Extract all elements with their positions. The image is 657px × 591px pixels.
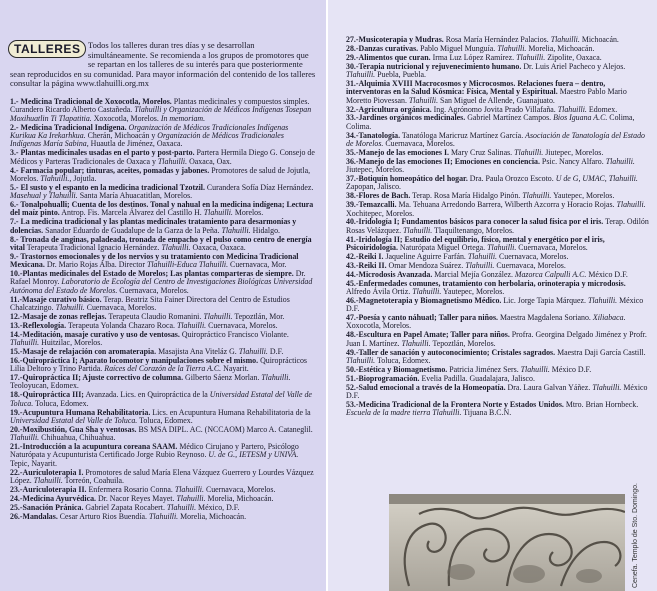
workshop-text: Terap. Odilón Rosas Velázquez. xyxy=(346,217,649,235)
workshop-org: Tlahuilli. xyxy=(176,320,207,330)
workshop-org: Tlahuilli. xyxy=(346,70,376,79)
workshop-item xyxy=(10,296,316,313)
workshop-text: , Jojutla. xyxy=(69,173,97,183)
workshop-text: México D.F. xyxy=(586,269,628,279)
workshop-text: Lic. Jorge Tapia Márquez. xyxy=(501,295,588,305)
workshop-title: 53.-Medicina Tradicional de la Frontera Norte y Estados Unidos. xyxy=(346,399,564,409)
workshop-text: Morelia, Michoacán. xyxy=(178,511,247,521)
workshop-title: 32.-Agricultura orgánica. xyxy=(346,104,432,114)
workshop-item xyxy=(346,175,651,192)
workshop-title: 29.-Alimentos que curan. xyxy=(346,52,431,62)
workshop-title: 26.-Mandalas. xyxy=(10,511,58,521)
workshop-item xyxy=(346,297,651,314)
workshop-title: 34.-Tanatología. xyxy=(346,130,401,140)
workshop-org: Xiliabaca. xyxy=(592,313,626,322)
workshop-text: Sanador Eduardo de Guadalupe de la Garza de la Peña. xyxy=(43,225,222,235)
workshop-text: Tepoztlán, Mor. xyxy=(232,311,285,321)
workshop-text: Toluca, Edomex. xyxy=(375,355,431,365)
workshop-org: Tlahuilli. xyxy=(346,355,376,365)
workshop-text: Terapeuta Claudio Romanini. xyxy=(106,311,204,321)
workshop-item xyxy=(346,349,651,366)
workshop-text: Evelia Padilla. Guadalajara, Jalisco. xyxy=(419,373,535,383)
workshop-org: Tlahuilli. xyxy=(467,251,498,261)
workshop-title: 31.-Alquimia XVIII Macrocosmos y Microcosmos. Relaciones fuera – dentro, interventoras en la Salud Kósmica: Física, Mental y Espiritual. xyxy=(346,78,606,97)
workshop-text: Michoacán. xyxy=(579,35,619,44)
workshop-text: Morelia, Michoacán. xyxy=(526,43,595,53)
workshop-title: 37.-Botiquín homeopático del hogar. xyxy=(346,174,468,183)
workshop-item xyxy=(10,218,316,235)
workshop-text: Promotores de salud María Elena Vázquez Guerrero y Lourdes Vázquez López. xyxy=(10,467,314,485)
workshop-title: 10.-Plantas medicinales del Estado de Morelos; Las plantas comparteras de siempre. xyxy=(10,269,294,278)
workshop-title: 8.- Tronada de anginas, paladeada, tronada de empacho y el pulso como centro de energía vital xyxy=(10,234,312,252)
workshop-text: Masajista Ana Viteláz G. xyxy=(156,346,239,356)
workshop-title: 2.- Medicina Tradicional Indígena. xyxy=(10,122,127,132)
workshop-text: Jiutepec, Morelos. xyxy=(346,165,405,175)
workshop-item xyxy=(10,409,316,426)
workshop-text: Antrop. Fis. Marcela Álvarez del Castillo H. xyxy=(59,208,204,218)
workshop-item xyxy=(346,331,651,348)
workshop-org: Tlahuilli. xyxy=(465,260,495,270)
workshop-text: Dra. Laura Galvan Yáñez. xyxy=(505,382,593,392)
workshop-org: Tlahuilli. xyxy=(203,208,233,218)
workshop-text: Tanatóloga Maricruz Martínez García. xyxy=(400,130,526,140)
workshop-text: Terap. Beatriz Sita Fainer Directora del Centro de Estudios Chalcatzingo. xyxy=(10,294,290,312)
workshop-item xyxy=(346,280,651,297)
workshop-title: 22.-Auriculoterapia I. xyxy=(10,467,84,477)
workshop-text: Morelos. xyxy=(232,208,264,218)
workshop-org: Tlahuilli. xyxy=(161,242,191,252)
workshop-item xyxy=(10,374,316,391)
workshop-text: Lics. en Acupuntura Humana Rehabilitatoria de la xyxy=(150,407,311,417)
workshop-title: 15.-Masaje de relajación con aromaterapia. xyxy=(10,346,157,356)
workshop-text: Rosa María Hernández Palacios. xyxy=(443,35,551,44)
workshop-item xyxy=(346,201,651,218)
workshop-title: 38.-Flores de Bach. xyxy=(346,191,411,201)
workshop-title: 19.-Acupuntura Humana Rehabilitatoria. xyxy=(10,407,151,417)
workshop-org: Raíces del Corazón de la Tierra A.C. xyxy=(104,364,222,374)
workshop-text: San Miguel de Allende, Guanajuato. xyxy=(438,95,555,105)
workshop-org: Tlahuilli. xyxy=(148,511,179,521)
workshop-title: 5.- El susto y el espanto en la medicina tradicional Tzotzil. xyxy=(10,182,205,192)
workshop-item xyxy=(346,80,651,105)
workshop-text: Dr. Rafael Monroy. xyxy=(10,269,306,287)
workshop-text: Nayarit. xyxy=(221,364,249,374)
workshop-org: Universidad Estatal del Valle de Toluca. xyxy=(10,415,138,425)
workshop-title: 47.-Poesía y canto náhuatl; Taller para niños. xyxy=(346,313,498,322)
workshop-org: Masehual y Tlahuilli. xyxy=(10,191,78,201)
workshop-org: Tlahuilli. xyxy=(487,243,517,252)
workshop-item xyxy=(10,236,316,253)
workshop-text: Cuernavaca, Morelos. xyxy=(497,251,569,261)
workshop-text: México D.F. xyxy=(346,382,648,400)
workshop-text: Cuernavaca, Morelos. xyxy=(494,260,566,270)
workshop-text: México, D.F. xyxy=(196,502,240,512)
workshop-text: Tepoztlán, Morelos. xyxy=(430,338,496,348)
workshop-text: Terapeuta Tradicional Ignacio Hernández. xyxy=(24,242,162,252)
workshop-text: Pablo Miguel Munguía. xyxy=(418,43,498,53)
workshop-org: Tlahuilli. xyxy=(587,295,618,305)
frieze-image xyxy=(389,494,625,591)
workshop-title: 11.-Masaje curativo básico. xyxy=(10,294,102,304)
workshop-item xyxy=(346,63,651,80)
workshop-text: Edomex. xyxy=(586,104,618,114)
workshop-org: Universidad Estatal del Valle de Toluca. xyxy=(10,390,312,408)
workshop-org: Bios Iguana A.C. xyxy=(553,113,608,123)
workshop-org: Tlahuilli. xyxy=(401,338,431,348)
workshop-text: Marcial Mejía González. xyxy=(432,269,515,279)
workshop-text: Naturópata Miguel Ortega. xyxy=(397,243,488,252)
workshop-title: 52.-Salud emocional a través de la Homeopatía. xyxy=(346,382,506,392)
workshop-text: Gabriel Martínez Campos. xyxy=(465,113,554,123)
workshop-org: Tlahuilli. xyxy=(40,173,70,183)
workshop-text: Zipolite, Oaxaca. xyxy=(545,52,602,62)
workshop-item xyxy=(10,469,316,486)
workshop-text: Xoxocotla, Morelos. xyxy=(91,113,161,123)
workshop-text: Zapopan, Jalisco. xyxy=(346,182,401,192)
workshop-title: 45.-Enfermedades comunes, tratamiento con herbolaria, orinoterapia y microdosis. xyxy=(346,278,626,288)
workshop-org: Tlahuilli. xyxy=(176,493,206,503)
workshop-title: 36.-Manejo de las emociones II; Emociones en conciencia. xyxy=(346,156,540,166)
workshop-org: Tlahuilli. xyxy=(55,303,85,312)
workshop-title: 17.-Quiropráctica II; Ajuste correctivo de columna. xyxy=(10,373,184,382)
workshop-text: Maestra Magdalena Soriano. xyxy=(498,313,593,322)
workshop-item xyxy=(10,391,316,408)
workshop-text: Toluca, Edomex. xyxy=(33,398,89,408)
workshop-org: Tlahuilli. xyxy=(497,43,527,53)
stone-frieze-photo xyxy=(389,494,625,591)
workshop-org: Tlahuilli. xyxy=(592,382,622,392)
workshop-text: Terap. Rosa María Hidalgo Pinón. xyxy=(410,191,523,201)
workshop-title: 13.-Reflexología. xyxy=(10,320,67,330)
workshop-item xyxy=(346,218,651,235)
workshop-text: Cuernavaca, Morelos. xyxy=(206,320,278,330)
workshop-text: México D.F. xyxy=(346,295,644,314)
workshop-item xyxy=(346,401,651,418)
workshop-org: Asociación de Tanatología del Estado de Morelos. xyxy=(346,130,645,148)
workshop-title: 4.- Farmacia popular; tinturas, aceites, pomadas y jabones. xyxy=(10,165,210,175)
workshop-text: Ing. Agrónomo Jovita Prado Villafaña. xyxy=(431,104,558,114)
workshop-org: Tlahuilli. xyxy=(238,346,268,356)
workshop-text: Chihuahua, Chihuahua. xyxy=(39,433,116,443)
workshop-text: Quiropráctico Francisco Violante. xyxy=(179,329,289,339)
workshop-text: Mary Cruz Salinas. xyxy=(449,147,515,157)
workshop-text: Huitzilac, Morelos. xyxy=(39,338,103,347)
workshop-title: 16.-Quiropráctica I; Aparato locomotor y manipulaciones sobre el mismo. xyxy=(10,355,259,365)
workshop-text: Enfermera Rosario Conna. xyxy=(86,484,175,494)
workshop-org: Tlahuilli. xyxy=(605,156,635,166)
workshop-text: Médico Cirujano y Partero, Psicólogo Naturópata y Acupunturista Certificado Jorge Rubio Reynoso. xyxy=(10,442,299,460)
workshop-text: Toluca, Edomex. xyxy=(137,415,193,425)
workshop-item xyxy=(10,443,316,468)
workshop-text: Alfredo Ávila Ortiz. xyxy=(346,286,413,296)
workshop-org: Tlahuilli. xyxy=(412,286,442,296)
workshop-text: Gilberto Sáenz Morlan. xyxy=(183,373,262,382)
workshop-item xyxy=(10,184,316,201)
workshop-item xyxy=(10,167,316,184)
workshop-text: Yautepec, Morelos. xyxy=(551,191,615,201)
workshop-text: Yautepec, Morelos. xyxy=(441,286,505,296)
workshop-text: Teoloyucan, Edomex. xyxy=(10,381,79,391)
workshop-text: Tlaquiltenango, Morelos. xyxy=(432,225,515,235)
workshop-text: Cuernavaca, Morelos. xyxy=(203,484,276,494)
workshop-item xyxy=(10,270,316,295)
workshop-title: 25.-Sanación Pránica. xyxy=(10,502,84,512)
workshop-org: Tlahuilli. xyxy=(10,338,40,347)
workshop-text: Mtro. Brian Hornbeck. xyxy=(563,399,639,409)
workshop-title: 18.-Quiropráctica III; xyxy=(10,390,84,400)
workshop-item xyxy=(10,331,316,348)
workshop-text: Cuernavaca, Morelos. xyxy=(117,285,189,295)
workshop-org: Tlahuilli. xyxy=(261,373,291,382)
workshop-text: Cherán, Michoacán y xyxy=(85,131,158,140)
workshop-org: Tlahuilli. xyxy=(522,191,552,201)
workshop-org: U. de G., IETESM y UNIVA. xyxy=(208,450,299,460)
workshop-text: Maestra Daji García Castill. xyxy=(555,347,646,357)
workshop-text: Dra. Paula Orozco Escoto. xyxy=(467,174,556,183)
workshop-text: Santa María Ahuacatitlan, Morelos. xyxy=(77,191,193,201)
workshop-org: Tlahuilli. xyxy=(174,484,204,494)
workshop-org: Tlahuilli. xyxy=(557,104,587,114)
workshop-text: Morelia, Michoacán. xyxy=(205,493,274,503)
talleres-badge: TALLERES xyxy=(8,40,86,58)
workshop-text: Jiutepec, Morelos. xyxy=(543,147,604,157)
workshop-item xyxy=(10,98,316,123)
workshop-item xyxy=(346,236,651,253)
workshop-item xyxy=(346,158,651,175)
workshop-org: Escuela de la madre tierra Tlahuilli. xyxy=(346,408,462,418)
workshop-text: Oaxaca, Oax. xyxy=(187,156,232,166)
workshop-text: Profra. Georgina Delgado Jiménez y Profr. Juan I. Martínez. xyxy=(346,330,647,348)
workshop-org: Tlahuilli. xyxy=(550,35,580,44)
workshop-title: 21.-Introducción a la acupuntura coreana SAAM. xyxy=(10,442,178,451)
workshop-title: 33.-Jardines orgánicos medicinales. xyxy=(346,113,466,123)
workshop-text: Dr. Nacor Reyes Mayet. xyxy=(95,493,177,503)
workshop-title: 44.-Microdosis Avanzada. xyxy=(346,269,433,279)
workshop-text: Colima, Colima. xyxy=(346,113,635,131)
workshop-text: Puebla, Puebla. xyxy=(375,70,427,79)
workshop-title: 27.-Musicoterapia y Mudras. xyxy=(346,35,444,44)
workshop-text: Jaqueline Aguirre Farfán. xyxy=(383,251,468,261)
workshop-org: Tlahuilli. xyxy=(10,433,40,443)
workshop-text: Tijuana B.C.N. xyxy=(461,408,512,418)
workshop-org: Mazorca Calpulli A.C. xyxy=(514,269,587,279)
workshop-title: 51.-Bioprogramación. xyxy=(346,373,420,383)
workshop-item xyxy=(346,132,651,149)
workshop-item xyxy=(10,253,316,270)
workshop-title: 49.-Taller de sanación y autoconocimiento; Cristales sagrados. xyxy=(346,347,556,357)
workshop-title: 7.- La medicina tradicional y las plantas medicinales tratamiento para desarmonías y dolencias. xyxy=(10,217,297,235)
workshop-text: México D.F. xyxy=(549,364,592,374)
workshop-text: Omar Mendoza Suárez. xyxy=(386,260,466,270)
workshop-text: Cuernavaca, Morelos. xyxy=(516,243,588,252)
photo-credit xyxy=(631,483,645,590)
workshop-org: Organización de Médicos Tradicionales Indígenas Kurikua Ka Irekarhkua. xyxy=(10,122,289,140)
workshop-title: 20.-Moxibustión, Gua Sha y ventosas. xyxy=(10,424,137,434)
workshop-text: Dr. Luis Ariel Pacheco y Alejos. xyxy=(521,61,626,71)
workshop-org: Tlahuilli. xyxy=(166,502,197,512)
workshop-text: Plantas medicinales y compuestos simples. Curandero Ricardo Alberto Castañeda. xyxy=(10,97,310,115)
workshop-text: Cesar Arturo Rios Buendía. xyxy=(57,511,149,521)
workshop-org: Tlahuilli. xyxy=(408,95,439,105)
workshop-title: 39.-Temazcalli. xyxy=(346,200,397,210)
workshop-org: Organización de Médicos Tradicionales Indígenas María Sabina, xyxy=(10,131,284,149)
workshop-item xyxy=(10,426,316,443)
workshop-org: Tlahuilli. xyxy=(403,225,433,235)
workshop-text: Avanzada. Lics. en Quiropráctica de la xyxy=(83,390,210,400)
workshop-item xyxy=(10,149,316,166)
workshop-text: Maestro Pablo Mario Moretto Piovessan. xyxy=(346,87,627,105)
workshop-item xyxy=(10,513,316,521)
workshop-item xyxy=(10,201,316,218)
workshop-title: 50.-Estética y Biomagnetismo. xyxy=(346,364,448,374)
workshop-org: U de G, UMAC, Tlahuilli. xyxy=(555,174,638,183)
workshop-title: 43.-Reiki II. xyxy=(346,260,387,270)
workshop-org: Tlahuilli. xyxy=(514,147,544,157)
workshop-text: Xochitepec, Morelos. xyxy=(346,208,415,218)
workshop-text: Ma. Tehuana Arredondo Barrera, Wilberth Azcorra y Horacio Rojas. xyxy=(396,200,617,210)
workshop-text: Huautla de Jiménez, Oaxaca. xyxy=(88,139,183,149)
workshop-title: 1.- Medicina Tradicional de Xoxocotla, Morelos. xyxy=(10,97,172,106)
workshop-text: Patricia Jiménez Sers. xyxy=(447,364,521,374)
workshop-title: 28.-Danzas curativas. xyxy=(346,43,419,53)
workshop-text: Curandera Sofía Díaz Hernández. xyxy=(204,182,314,192)
workshop-item xyxy=(346,114,651,131)
workshop-title: 24.-Medicina Ayurvédica. xyxy=(10,493,96,503)
workshop-text: Hidalgo. xyxy=(250,225,280,235)
workshop-text: Cuernavaca, Morelos. xyxy=(383,139,455,148)
workshop-text: Oaxaca, Oaxaca. xyxy=(190,242,246,252)
workshop-text: Dr. Mario Rojas Alba. Director xyxy=(44,260,147,270)
workshop-text: Psic. Nancy Alfaro. xyxy=(539,156,606,166)
workshop-title: 30.-Terapia nutricional y rejuvenecimiento humano. xyxy=(346,61,522,71)
workshop-org: Tlahuilli. xyxy=(616,200,646,210)
workshop-item xyxy=(10,124,316,149)
workshop-title: 40.-Iridología I; Fundamentos básicos para conocer la salud física por el iris. xyxy=(346,217,604,227)
workshop-org: Tlahuilli y Organización de Médicos Indígenas Tosepan Moxihuatlin Ti Tlapatitia. xyxy=(10,105,312,123)
workshop-org: In memoriam. xyxy=(160,113,206,123)
workshop-org: Tlahuilli. xyxy=(203,311,233,321)
workshop-text: Tepic, Nayarit. xyxy=(10,458,57,468)
workshop-text: Xoxocotla, Morelos. xyxy=(346,321,412,331)
workshop-org: Tlahuilli. xyxy=(157,156,188,166)
workshop-text: Partera Hermila Diego G. Consejo de Médicos y Parteras Tradicionales de Oaxaca y xyxy=(10,148,315,166)
workshop-text: Promotores de salud de Jojutla, Morelos. xyxy=(10,165,311,183)
workshop-text: BS MSA DIPL. AC. (NCCAOM) Marco A. Cataneglil. xyxy=(136,424,313,434)
workshop-org: Tlahuilli. xyxy=(33,476,63,485)
workshop-title: 46.-Magnetoterapia y Biomagnetismo Médico. xyxy=(346,295,502,305)
workshop-text: Quiroprácticos Lilia Deltoro y Trino Partida. xyxy=(10,355,307,374)
photo-credit-text: Cenefa. Templo de Sto. Domingo. xyxy=(632,483,639,588)
workshop-text: Cuernavaca, Mor. xyxy=(228,260,287,270)
workshop-org: Laboratorio de Ecología del Centro de Investigaciones Biológicas Universidad Autónoma del Estado de Morelos. xyxy=(10,277,313,295)
workshop-title: 42.-Reiki I. xyxy=(346,251,384,261)
workshop-list-left xyxy=(10,98,316,521)
workshop-title: 41.-Iridología II; Estudio del equilibrio, físico, mental y energético por el iris, Psicoiridología. xyxy=(346,234,605,252)
workshop-title: 23.-Auriculoterapia II. xyxy=(10,484,87,494)
workshop-org: Tlahuilli. xyxy=(221,225,251,235)
intro-text: Todos los talleres duran tres días y se desarrollan simultáneamente. Se recomienda a los grupos de promotores que se repartan en los talleres de su interés para que posteriormente sean reproducidos en su comunidad. Para mayor información del contenido de los talleres consultar la página www.tlahuilli.org.mx xyxy=(10,40,316,89)
workshop-title: 3.- Plantas medicinales usadas en el parto y post-parto. xyxy=(10,148,195,158)
workshop-org: Tlahuilli. xyxy=(516,52,546,62)
workshop-text: Irma Luz López Ramírez. xyxy=(430,52,517,62)
workshop-title: 6.- Tonalpohualli; Cuenta de los destinos. Tonal y nahual en la medicina indígena; Lectura del maíz pinto. xyxy=(10,200,314,218)
workshop-item xyxy=(10,357,316,374)
workshop-list-right xyxy=(346,36,651,418)
workshop-title: 9.- Trastornos emocionales y de los nervios y su tratamiento con Medicina Tradicional Mexicana. xyxy=(10,251,299,270)
workshop-org: Tlahuilli-Educa Tlahuilli. xyxy=(146,260,229,270)
workshop-text: D.F. xyxy=(267,346,284,356)
workshop-text: Gabriel Zapata Rocabert. xyxy=(83,502,167,512)
workshop-title: 35.-Manejo de las emociones I. xyxy=(346,147,450,157)
workshop-text: Cuernavaca, Morelos. xyxy=(84,303,157,312)
workshop-item xyxy=(346,384,651,401)
workshop-title: 14.-Meditación, masaje curativo y uso de ventosas. xyxy=(10,329,180,339)
workshop-title: 48.-Escultura en Papel Amate; Taller para niños. xyxy=(346,330,510,340)
workshop-text: Terapeuta Yolanda Chazaro Roca. xyxy=(66,320,177,330)
workshop-org: Tlahuilli. xyxy=(520,364,550,374)
workshop-text: Torreón, Coahuila. xyxy=(62,476,124,485)
workshop-item xyxy=(346,314,651,331)
workshop-title: 12.-Masaje de zonas reflejas. xyxy=(10,311,107,321)
